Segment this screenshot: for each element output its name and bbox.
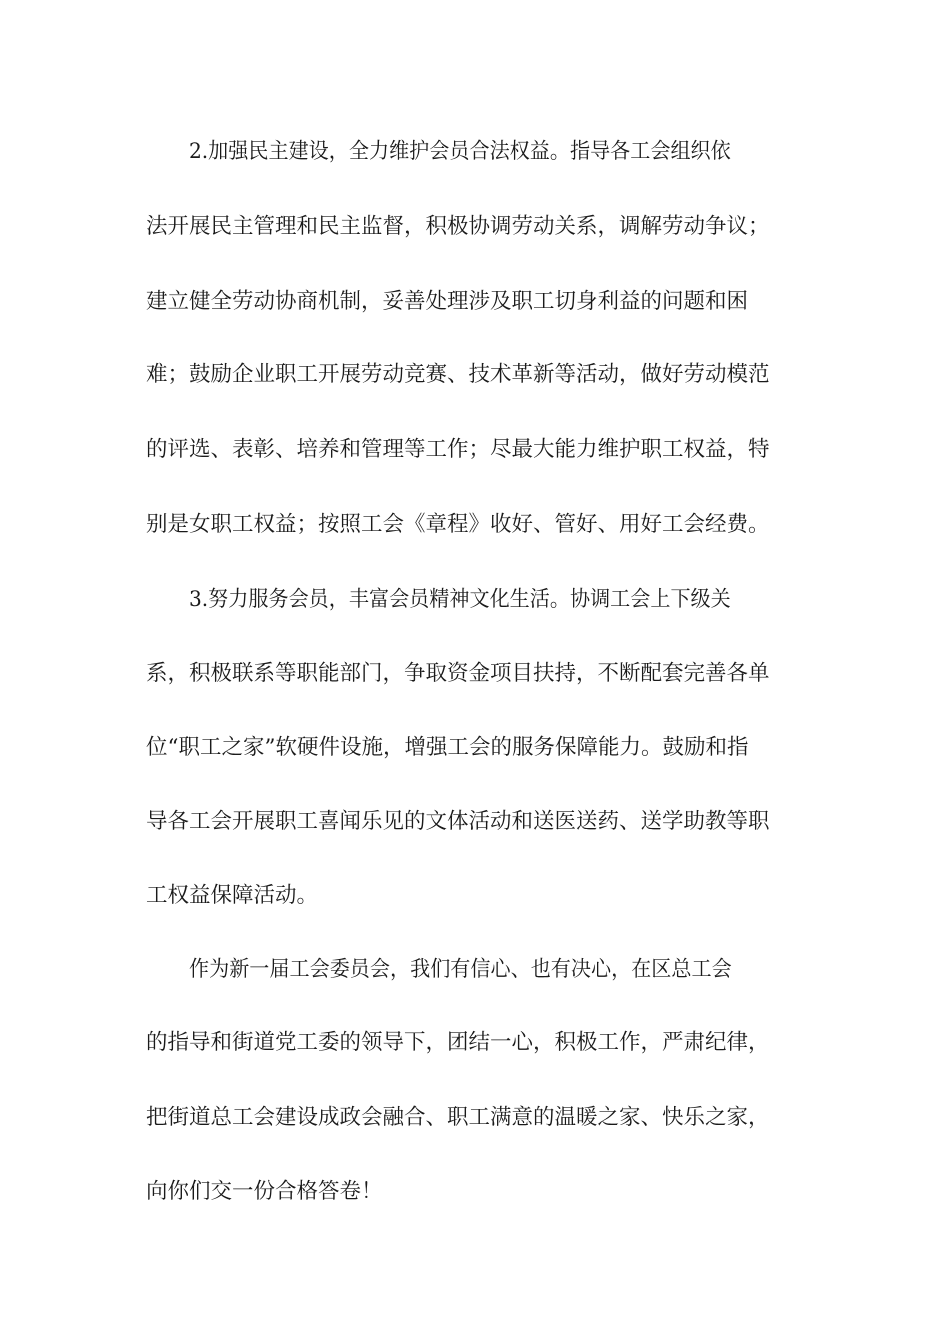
paragraph-1-line-1: 2.加强民主建设，全力维护会员合法权益。指导各工会组织依 bbox=[189, 139, 731, 164]
paragraph-2-line-2: 系，积极联系等职能部门，争取资金项目扶持，不断配套完善各单 bbox=[146, 661, 770, 686]
paragraph-1-line-5: 的评选、表彰、培养和管理等工作；尽最大能力维护职工权益，特 bbox=[146, 437, 770, 462]
paragraph-1-line-2: 法开展民主管理和民主监督，积极协调劳动关系，调解劳动争议； bbox=[146, 214, 770, 239]
paragraph-1-line-6: 别是女职工权益；按照工会《章程》收好、管好、用好工会经费。 bbox=[146, 512, 770, 537]
paragraph-3-line-1: 作为新一届工会委员会，我们有信心、也有决心，在区总工会 bbox=[189, 957, 732, 982]
paragraph-2-line-1: 3.努力服务会员，丰富会员精神文化生活。协调工会上下级关 bbox=[189, 587, 731, 612]
paragraph-3-line-2: 的指导和街道党工委的领导下，团结一心，积极工作，严肃纪律， bbox=[146, 1030, 770, 1055]
paragraph-2-line-3: 位“职工之家”软硬件设施，增强工会的服务保障能力。鼓励和指 bbox=[146, 735, 749, 760]
paragraph-3-line-3: 把街道总工会建设成政会融合、职工满意的温暖之家、快乐之家， bbox=[146, 1105, 770, 1130]
paragraph-3-line-4: 向你们交一份合格答卷！ bbox=[146, 1179, 383, 1204]
paragraph-1-line-3: 建立健全劳动协商机制，妥善处理涉及职工切身利益的问题和困 bbox=[146, 289, 749, 314]
paragraph-2-line-5: 工权益保障活动。 bbox=[146, 883, 319, 908]
paragraph-2-line-4: 导各工会开展职工喜闻乐见的文体活动和送医送药、送学助教等职 bbox=[146, 809, 770, 834]
paragraph-1-line-4: 难；鼓励企业职工开展劳动竞赛、技术革新等活动，做好劳动模范 bbox=[146, 362, 770, 387]
